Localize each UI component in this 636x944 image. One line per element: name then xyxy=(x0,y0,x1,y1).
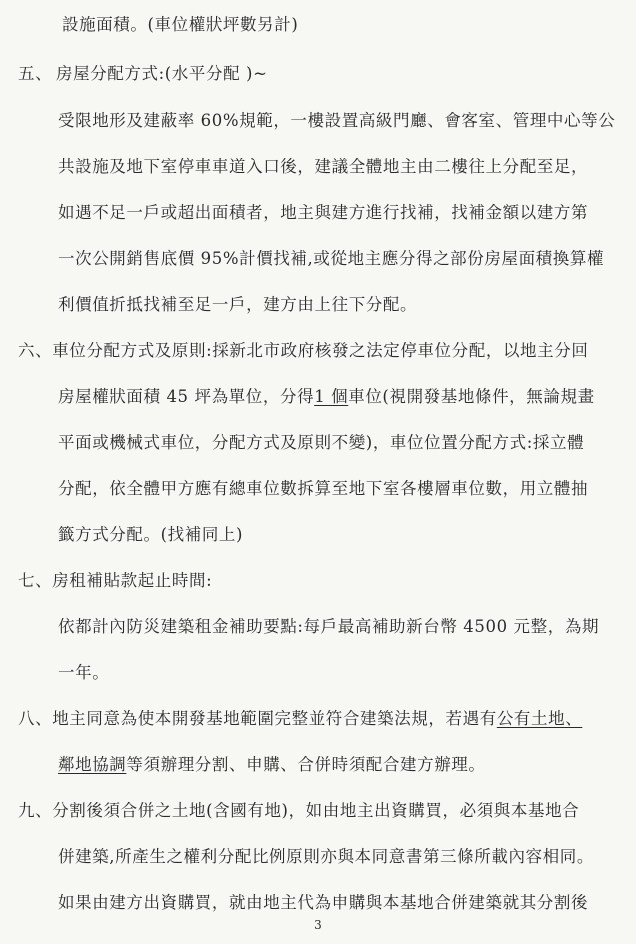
section-8-heading xyxy=(18,708,582,730)
text-line xyxy=(58,110,615,132)
line-text: 車位(視開發基地條件，無論規畫 xyxy=(348,387,595,406)
line-text: 依都計內防災建築租金補助要點:每戶最高補助新台幣 4500 元整，為期 xyxy=(58,617,600,636)
section-5-heading xyxy=(18,63,268,85)
text-line xyxy=(58,662,109,684)
underlined-text: 鄰地協調 xyxy=(58,755,127,774)
text-line xyxy=(58,386,595,408)
line-text: 受限地形及建蔽率 60%規範，一樓設置高級門廳、會客室、管理中心等公 xyxy=(58,111,616,130)
text-line xyxy=(58,432,584,454)
line-text: 分配，依全體甲方應有總車位數拆算至地下室各樓層車位數，用立體抽 xyxy=(58,479,589,498)
text-line xyxy=(62,14,298,36)
text-line xyxy=(58,294,417,316)
section-number: 八、 xyxy=(18,709,53,728)
line-text: 如遇不足一戶或超出面積者，地主與建方進行找補，找補金額以建方第 xyxy=(58,203,589,222)
underlined-text: 1 個 xyxy=(314,387,349,406)
underlined-text: 公有土地、 xyxy=(496,709,583,728)
section-number: 七、 xyxy=(18,571,53,590)
text-line xyxy=(58,202,588,224)
line-text: 平面或機械式車位，分配方式及原則不變)，車位位置分配方式:採立體 xyxy=(58,433,585,452)
section-number: 五、 xyxy=(18,64,53,83)
section-text: 車位分配方式及原則:採新北市政府核發之法定停車位分配，以地主分回 xyxy=(52,341,589,360)
section-7-heading xyxy=(18,570,212,592)
section-9-heading xyxy=(18,800,579,822)
line-text: 利價值折抵找補至足一戶，建方由上往下分配。 xyxy=(58,295,418,314)
line-text: 房屋權狀面積 45 坪為單位，分得 xyxy=(58,387,315,406)
section-6-heading xyxy=(18,340,588,362)
line-text: 一次公開銷售底價 95%計價找補,或從地主應分得之部份房屋面積換算權 xyxy=(58,249,605,268)
line-text: 設施面積。(車位權狀坪數另計) xyxy=(62,15,299,34)
section-text: 分割後須合併之土地(含國有地)，如由地主出資購買，必須與本基地合 xyxy=(52,801,580,820)
text-line xyxy=(58,156,588,178)
text-line xyxy=(58,524,243,546)
line-text: 如果由建方出資購買，就由地主代為申購與本基地合併建築就其分割後 xyxy=(58,893,589,912)
line-text: 一年。 xyxy=(58,663,110,682)
text-line xyxy=(58,616,599,638)
section-text: 房租補貼款起止時間: xyxy=(52,571,213,590)
section-title: 房屋分配方式:(水平分配 )~ xyxy=(56,64,268,83)
page-number: 3 xyxy=(314,918,322,932)
text-line xyxy=(58,892,588,914)
text-line xyxy=(58,478,588,500)
line-text: 併建築,所產生之權利分配比例原則亦與本同意書第三條所載內容相同。 xyxy=(58,847,594,866)
text-line xyxy=(58,846,594,868)
line-text: 共設施及地下室停車車道入口後，建議全體地主由二樓往上分配至足， xyxy=(58,157,589,176)
section-number: 六、 xyxy=(18,341,53,360)
line-text: 籤方式分配。(找補同上) xyxy=(58,525,244,544)
section-text: 地主同意為使本開發基地範圍完整並符合建築法規，若遇有 xyxy=(52,709,497,728)
section-number: 九、 xyxy=(18,801,53,820)
text-line xyxy=(58,248,604,270)
line-text: 等須辦理分割、申購、合併時須配合建方辦理。 xyxy=(126,755,486,774)
text-line xyxy=(58,754,486,776)
